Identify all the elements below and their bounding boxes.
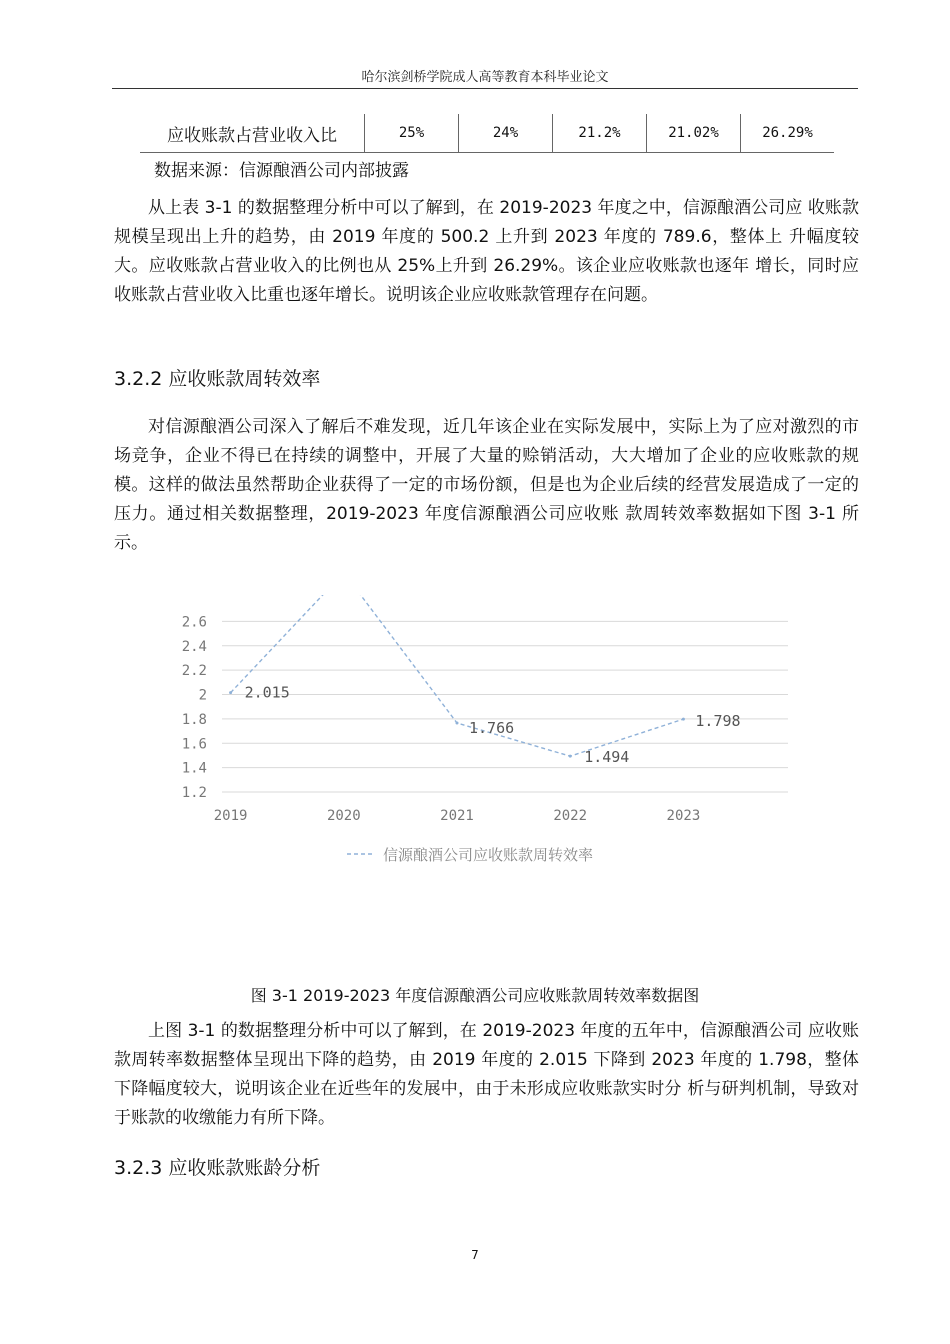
table-cell: 24% [459, 114, 553, 153]
turnover-line-chart [160, 595, 800, 875]
x-tick-label: 2020 [326, 808, 361, 824]
series-line [231, 595, 684, 756]
paragraph-3: 上图 3-1 的数据整理分析中可以了解到，在 2019-2023 年度的五年中，信源酿酒公司 应收账款周转率数据整体呈现出下降的趋势，由 2019 年度的 2.015 下降到 2023 年度的 1.798，整体下降幅度较大，说明该企业在近些年的发展中，由于未形成应收账款实时分 析与研判机制，导致对于账款的收缴能力有所下降。 [114, 1021, 859, 1128]
y-tick-label: 1.8 [181, 711, 207, 728]
paragraph-1: 从上表 3-1 的数据整理分析中可以了解到，在 2019-2023 年度之中，信源酿酒公司应 收账款规模呈现出上升的趋势，由 2019 年度的 500.2 上升到 2023 年度的 789.6，整体上 升幅度较大。应收账款占营业收入的比例也从 25%上升到 26.29%。该企业应收账款也逐年 增长，同时应收账款占营业收入比重也逐年增长。说明该企业应收账款管理存在问题。 [114, 198, 859, 305]
y-tick-label: 2.4 [181, 638, 207, 655]
x-tick-label: 2022 [553, 808, 588, 824]
data-point [229, 691, 232, 694]
y-tick-label: 2 [198, 687, 207, 704]
figure-caption: 图 3-1 2019-2023 年度信源酿酒公司应收账款周转效率数据图 [250, 986, 700, 1005]
y-tick-label: 2.6 [181, 614, 207, 631]
data-label: 1.766 [469, 719, 515, 738]
table-row-label: 应收账款占营业收入比 [140, 114, 365, 153]
page-header: 哈尔滨剑桥学院成人高等教育本科毕业论文 [361, 70, 609, 85]
x-tick-label: 2023 [666, 808, 701, 824]
data-source-note: 数据来源：信源酿酒公司内部披露 [154, 161, 409, 181]
y-tick-label: 1.6 [181, 736, 207, 753]
data-point [569, 755, 572, 758]
data-label: 2.015 [244, 683, 290, 702]
table-cell: 21.2% [553, 114, 647, 153]
y-tick-label: 1.4 [181, 760, 207, 777]
y-tick-label: 1.2 [181, 785, 207, 801]
section-heading-3-2-3: 3.2.3 应收账款账龄分析 [114, 1157, 321, 1179]
table-cell: 21.02% [647, 114, 741, 153]
table-cell: 26.29% [741, 114, 835, 153]
y-tick-label: 2.2 [181, 663, 207, 680]
table-cell: 25% [365, 114, 459, 153]
section-heading-3-2-2: 3.2.2 应收账款周转效率 [114, 368, 321, 390]
data-label: 1.798 [695, 712, 741, 731]
data-point [682, 718, 685, 721]
chart-legend [347, 846, 593, 864]
table-row [140, 114, 834, 153]
receivables-ratio-table [140, 114, 834, 153]
x-tick-label: 2021 [440, 808, 474, 824]
paragraph-2: 对信源酿酒公司深入了解后不难发现，近几年该企业在实际发展中，实际上为了应对激烈的市场竞争，企业不得已在持续的调整中，开展了大量的赊销活动，大大增加了企业的应收账款的规模。这样的做法虽然帮助企业获得了一定的市场份额，但是也为企业后续的经营发展造成了一定的压力。通过相关数据整理，2019-2023 年度信源酿酒公司应收账 款周转效率数据如下图 3-1 所示。 [114, 417, 859, 553]
header-rule [112, 88, 858, 89]
data-label: 1.494 [584, 748, 630, 767]
data-point [456, 722, 459, 725]
page-number: 7 [471, 1248, 479, 1262]
x-tick-label: 2019 [213, 808, 248, 824]
legend-label: 信源酿酒公司应收账款周转效率 [383, 846, 594, 864]
